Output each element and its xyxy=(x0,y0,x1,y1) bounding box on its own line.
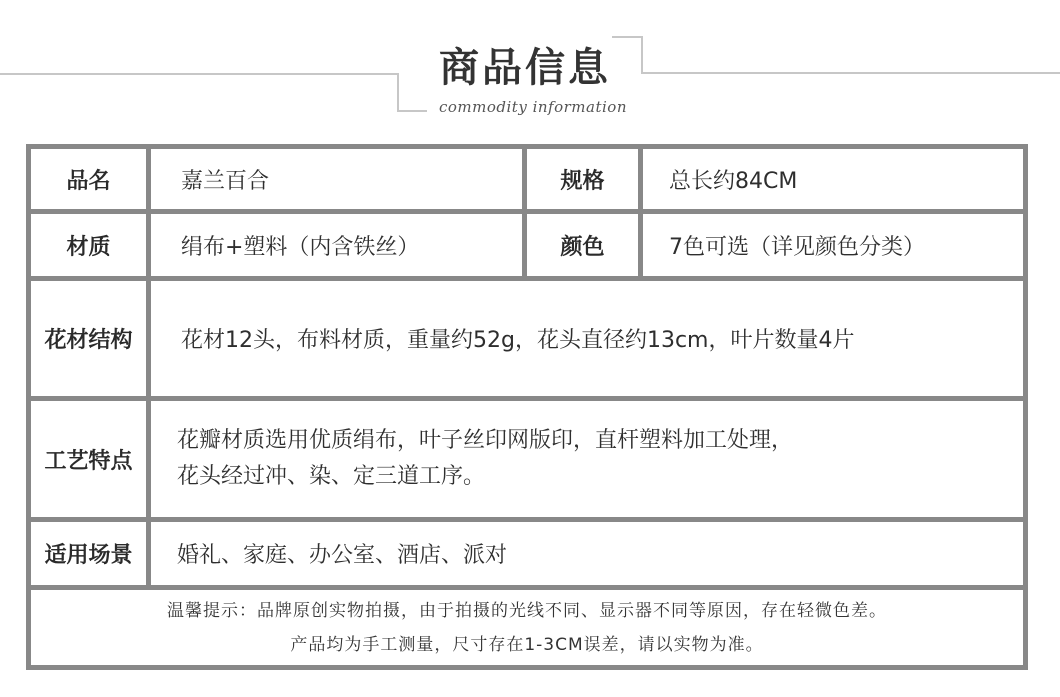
material-value: 绢布+塑料（内含铁丝） xyxy=(151,214,522,276)
craft-line-2: 花头经过冲、染、定三道工序。 xyxy=(177,464,486,489)
notice-box xyxy=(31,590,1023,665)
name-label: 品名 xyxy=(31,149,146,209)
name-value: 嘉兰百合 xyxy=(151,149,522,209)
craft-line-1: 花瓣材质选用优质绢布，叶子丝印网版印，直杆塑料加工处理， xyxy=(177,428,794,453)
structure-label: 花材结构 xyxy=(31,281,146,396)
craft-value xyxy=(151,401,1023,517)
header-rule-right xyxy=(641,72,1060,74)
product-spec-table xyxy=(26,144,1028,670)
spec-value: 总长约84CM xyxy=(643,149,1023,209)
header-rule-left-bracket xyxy=(397,73,399,111)
page-subtitle: commodity information xyxy=(439,98,627,116)
structure-value: 花材12头，布料材质，重量约52g，花头直径约13cm，叶片数量4片 xyxy=(151,281,1023,396)
header-rule-left xyxy=(0,73,398,75)
craft-label: 工艺特点 xyxy=(31,401,146,517)
scene-value: 婚礼、家庭、办公室、酒店、派对 xyxy=(151,522,1023,585)
page-title: 商品信息 xyxy=(439,45,611,91)
material-label: 材质 xyxy=(31,214,146,276)
color-value: 7色可选（详见颜色分类） xyxy=(643,214,1023,276)
spec-label: 规格 xyxy=(527,149,638,209)
color-label: 颜色 xyxy=(527,214,638,276)
section-header xyxy=(0,0,1060,130)
scene-label: 适用场景 xyxy=(31,522,146,585)
header-rule-top xyxy=(612,36,643,38)
notice-line-2: 产品均为手工测量，尺寸存在1-3CM误差，请以实物为准。 xyxy=(290,634,764,655)
header-rule-bottom xyxy=(397,110,427,112)
header-rule-right-bracket xyxy=(641,36,643,74)
notice-line-1: 温馨提示：品牌原创实物拍摄，由于拍摄的光线不同、显示器不同等原因，存在轻微色差。 xyxy=(167,600,887,621)
